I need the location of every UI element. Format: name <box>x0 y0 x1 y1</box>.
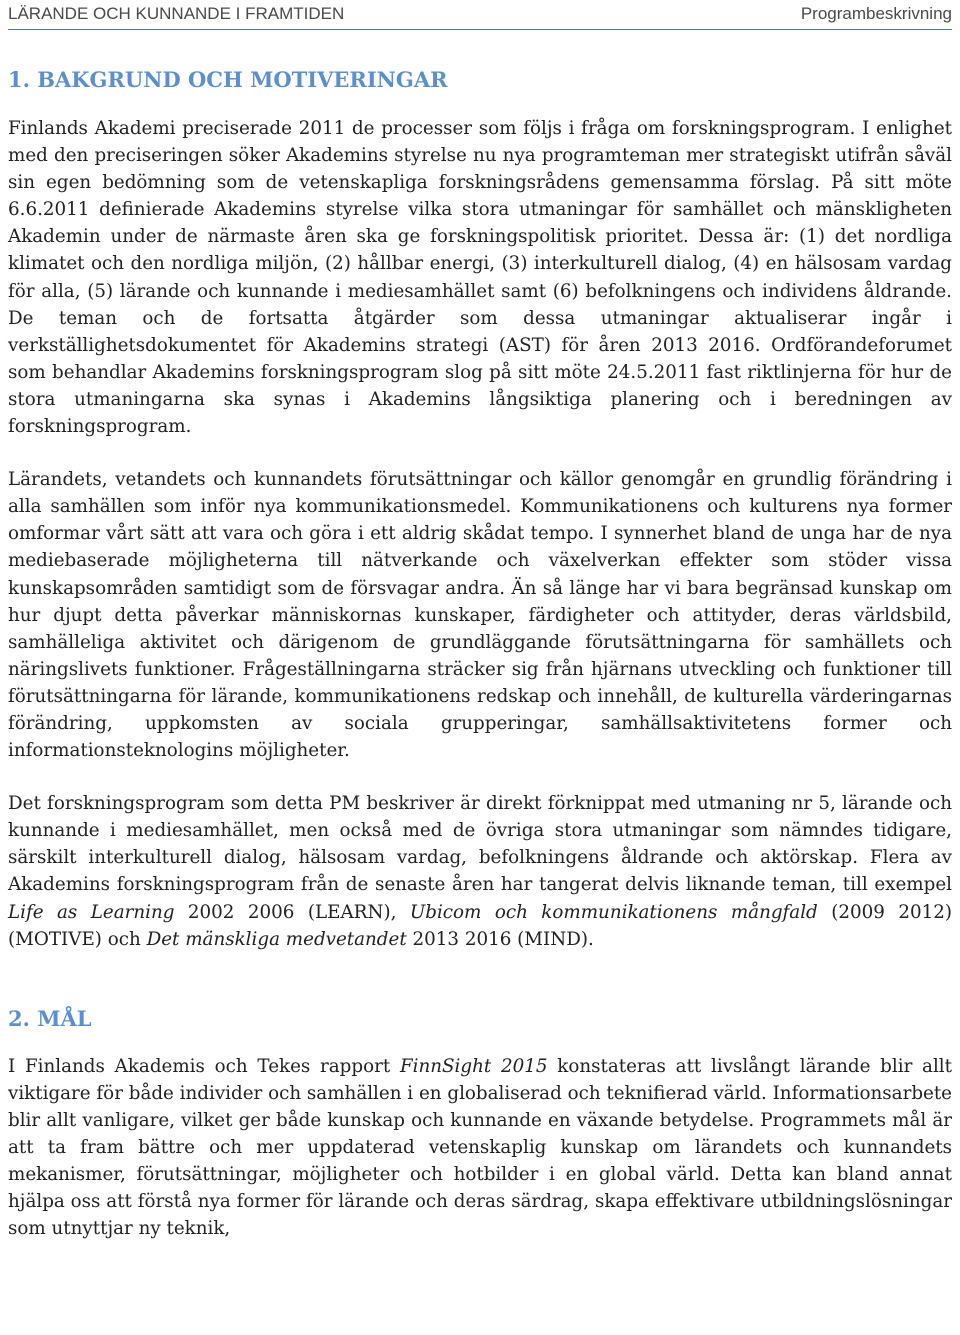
section-number: 2. <box>8 1005 30 1031</box>
text-run: konstateras att livslångt lärande blir allt viktigare för både individer och samhällen i en globaliserad och teknifierad värld. Informationsarbete blir allt vanligare, vilket ger både kunskap och kunnande en växande betydelse. Programmets mål är att ta fram bättre och mer uppdaterad vetenskaplig kunskap om lärandets och kunnandets mekanismer, förutsättningar, möjligheter och hotbilder i en global värld. Detta kan bland annat hjälpa oss att förstå nya former för lärande och deras särdrag, skapa effektivare utbildningslösningar som utnyttjar ny teknik, <box>8 1055 953 1240</box>
text-run: I Finlands Akademis och Tekes rapport <box>8 1055 400 1077</box>
text-run: (2009 2012) (MOTIVE) och <box>8 901 952 950</box>
program-title-italic: Ubicom och kommunikationens mångfald <box>409 901 818 923</box>
program-title-italic: Det mänskliga medvetandet <box>146 928 407 950</box>
header-title: LÄRANDE OCH KUNNANDE I FRAMTIDEN <box>8 4 345 23</box>
report-title-italic: FinnSight 2015 <box>399 1055 548 1077</box>
text-run: 2002 2006 (LEARN), <box>174 901 410 923</box>
section-heading-background <box>8 60 952 100</box>
document-body <box>8 60 952 1242</box>
text-run: Det forskningsprogram som detta PM beskriver är direkt förknippat med utmaning nr 5, lärande och kunnande i mediesamhället, men också med de övriga stora utmaningar som nämndes tidigare, särskilt interkulturell dialog, hälsosam vardag, befolkningens åldrande och aktörskap. Flera av Akademins forskningsprogram från de senaste åren har tangerat delvis liknande teman, till exempel <box>8 793 952 896</box>
section-heading-goals <box>8 999 952 1039</box>
program-title-italic: Life as Learning <box>8 901 175 923</box>
section-title: BAKGRUND OCH MOTIVERINGAR <box>37 67 448 92</box>
running-header <box>8 0 952 28</box>
header-divider <box>8 29 952 30</box>
header-doc-type: Programbeskrivning <box>800 4 952 23</box>
paragraph: Lärandets, vetandets och kunnandets förutsättningar och källor genomgår en grundlig förändring i alla samhällen som inför nya kommunikationsmedel. Kommunikationens och kulturens nya former omformar vårt sätt att vara och göra i ett aldrig skådat tempo. I synnerhet bland de unga har de nya mediebaserade möjligheterna till nätverkande och växelverkan effekter som stöder vissa kunskapsområden samtidigt som de försvagar andra. Än så länge har vi bara begränsad kunskap om hur djupt detta påverkar människornas kunskaper, färdigheter och attityder, deras världsbild, samhälleliga aktivitet och därigenom de grundläggande förutsättningarna för samhällets och näringslivets funktioner. Frågeställningarna sträcker sig från hjärnans utveckling och funktioner till förutsättningarna för lärande, kommunikationens redskap och innehåll, de kulturella värderingarnas förändring, uppkomsten av sociala grupperingar, samhällsaktivitetens former och informationsteknologins möjligheter. <box>8 469 952 762</box>
section-title: MÅL <box>37 1005 92 1031</box>
paragraph <box>8 1053 952 1243</box>
section-number: 1. <box>8 67 30 92</box>
paragraph: Finlands Akademi preciserade 2011 de processer som följs i fråga om forskningsprogram. I enlighet med den preciseringen söker Akademins styrelse nu nya programteman mer strategiskt utifrån såväl sin egen bedömning som de vetenskapliga forskningsrådens gemensamma förslag. På sitt möte 6.6.2011 definierade Akademins styrelse vilka stora utmaningar för samhället och mänskligheten Akademin under de närmaste åren ska ge forskningspolitisk prioritet. Dessa är: (1) det nordliga klimatet och den nordliga miljön, (2) hållbar energi, (3) interkulturell dialog, (4) en hälsosam vardag för alla, (5) lärande och kunnande i mediesamhället samt (6) befolkningens och individens åldrande. De teman och de fortsatta åtgärder som dessa utmaningar aktualiserar ingår i verkställighetsdokumentet för Akademins strategi (AST) för åren 2013 2016. Ordförandeforumet som behandlar Akademins forskningsprogram slog på sitt möte 24.5.2011 fast riktlinjerna för hur de stora utmaningarna ska synas i Akademins långsiktiga planering och i beredningen av forskningsprogram. <box>8 118 952 438</box>
paragraph <box>8 790 952 953</box>
text-run: 2013 2016 (MIND). <box>406 928 594 950</box>
